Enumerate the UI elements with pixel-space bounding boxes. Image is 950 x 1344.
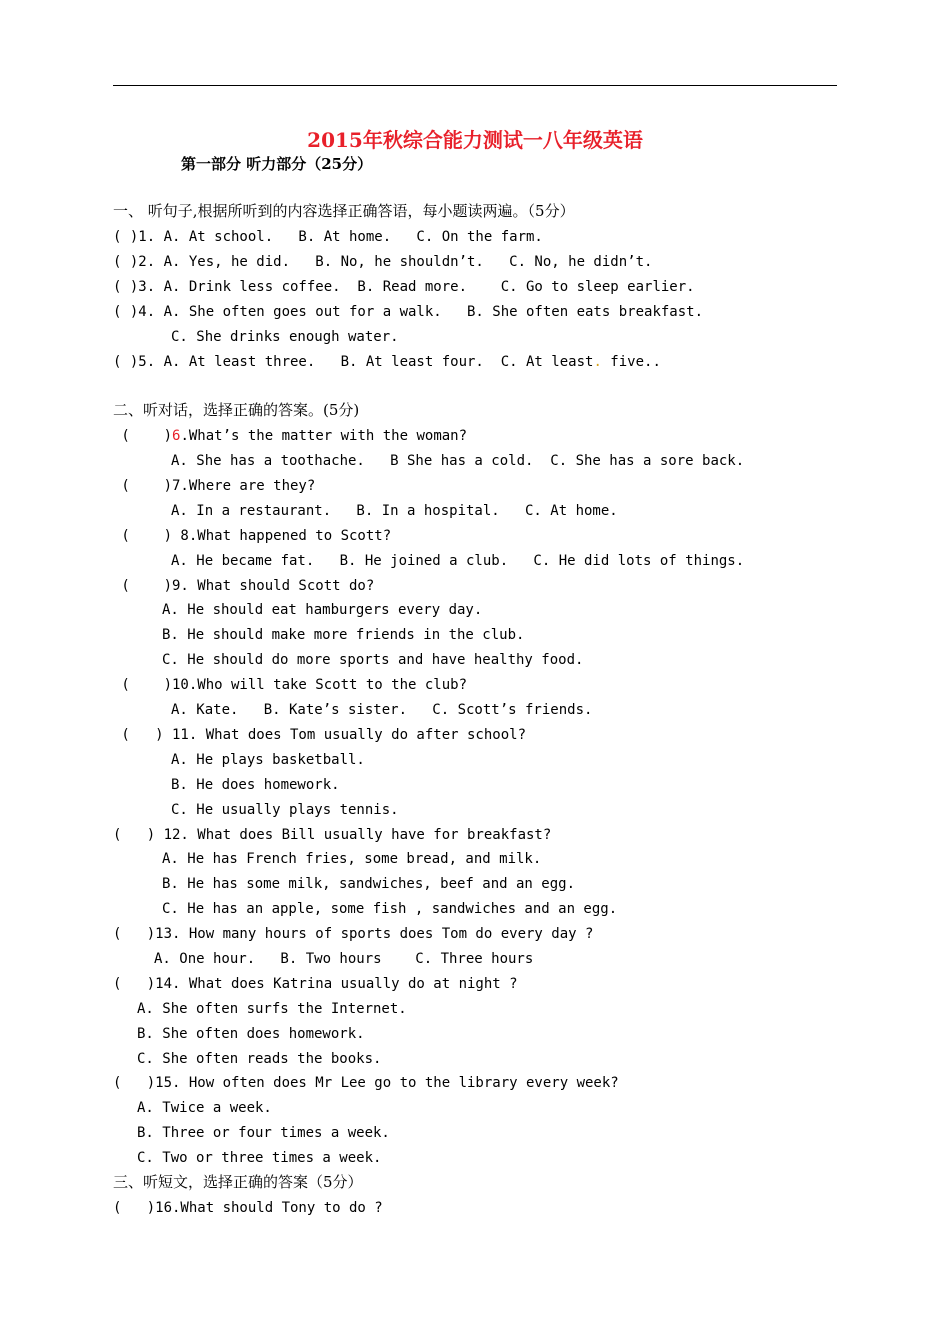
section-3-heading: 三、听短文，选择正确的答案（5分） (113, 1173, 363, 1191)
question-9-option-b: B. He should make more friends in the club. (162, 627, 525, 643)
question-12: ( ) 12. What does Bill usually have for breakfast? (113, 827, 552, 843)
question-15-option-c: C. Two or three times a week. (137, 1150, 382, 1166)
question-14: ( )14. What does Katrina usually do at night ? (113, 976, 518, 992)
question-7-options: A. In a restaurant. B. In a hospital. C. At home. (171, 503, 618, 519)
question-15-option-a: A. Twice a week. (137, 1100, 272, 1116)
question-14-option-c: C. She often reads the books. (137, 1051, 382, 1067)
question-2: ( )2. A. Yes, he did. B. No, he shouldn’t. C. No, he didn’t. (113, 254, 653, 270)
question-11-option-a: A. He plays basketball. (171, 752, 365, 768)
question-6-options: A. She has a toothache. B She has a cold. C. She has a sore back. (171, 453, 745, 469)
question-11: ( ) 11. What does Tom usually do after school? (113, 727, 527, 743)
question-6-text: .What’s the matter with the woman? (180, 428, 468, 444)
question-12-option-a: A. He has French fries, some bread, and milk. (162, 851, 542, 867)
question-13: ( )13. How many hours of sports does Tom do every day ? (113, 926, 594, 942)
page-title: 2015年秋综合能力测试一八年级英语 (307, 128, 643, 152)
section-1-heading: 一、 听句子,根据所听到的内容选择正确答语，每小题读两遍。（5分） (113, 202, 575, 220)
question-11-option-c: C. He usually plays tennis. (171, 802, 399, 818)
question-15: ( )15. How often does Mr Lee go to the library every week? (113, 1075, 619, 1091)
question-8-options: A. He became fat. B. He joined a club. C. He did lots of things. (171, 553, 745, 569)
question-14-option-b: B. She often does homework. (137, 1026, 365, 1042)
question-4-option-c: C. She drinks enough water. (171, 329, 399, 345)
question-3: ( )3. A. Drink less coffee. B. Read more. C. Go to sleep earlier. (113, 279, 695, 295)
question-1: ( )1. A. At school. B. At home. C. On the farm. (113, 229, 543, 245)
question-6 (113, 427, 467, 445)
question-9-option-a: A. He should eat hamburgers every day. (162, 602, 483, 618)
question-5-tail: five.. (601, 354, 661, 370)
question-14-option-a: A. She often surfs the Internet. (137, 1001, 407, 1017)
section-2-heading: 二、听对话，选择正确的答案。(5分) (113, 401, 360, 419)
question-10: ( )10.Who will take Scott to the club? (113, 677, 468, 693)
part-subtitle: 第一部分 听力部分（25分） (181, 155, 373, 173)
question-15-option-b: B. Three or four times a week. (137, 1125, 390, 1141)
question-12-option-b: B. He has some milk, sandwiches, beef and an egg. (162, 876, 576, 892)
question-6-number: 6 (172, 428, 181, 444)
question-9-option-c: C. He should do more sports and have healthy food. (162, 652, 584, 668)
question-6-bracket: ( ) (113, 428, 173, 444)
question-8: ( ) 8.What happened to Scott? (113, 528, 392, 544)
question-5-text: ( )5. A. At least three. B. At least four. C. At least (113, 354, 594, 370)
question-9: ( )9. What should Scott do? (113, 578, 375, 594)
question-13-options: A. One hour. B. Two hours C. Three hours (154, 951, 534, 967)
question-12-option-c: C. He has an apple, some fish , sandwiches and an egg. (162, 901, 618, 917)
question-10-options: A. Kate. B. Kate’s sister. C. Scott’s friends. (171, 702, 593, 718)
question-5 (113, 353, 661, 371)
stray-dot: . (593, 354, 602, 370)
question-7: ( )7.Where are they? (113, 478, 316, 494)
header-rule (113, 85, 837, 86)
question-4: ( )4. A. She often goes out for a walk. B. She often eats breakfast. (113, 304, 704, 320)
question-16: ( )16.What should Tony to do ? (113, 1200, 383, 1216)
question-11-option-b: B. He does homework. (171, 777, 340, 793)
